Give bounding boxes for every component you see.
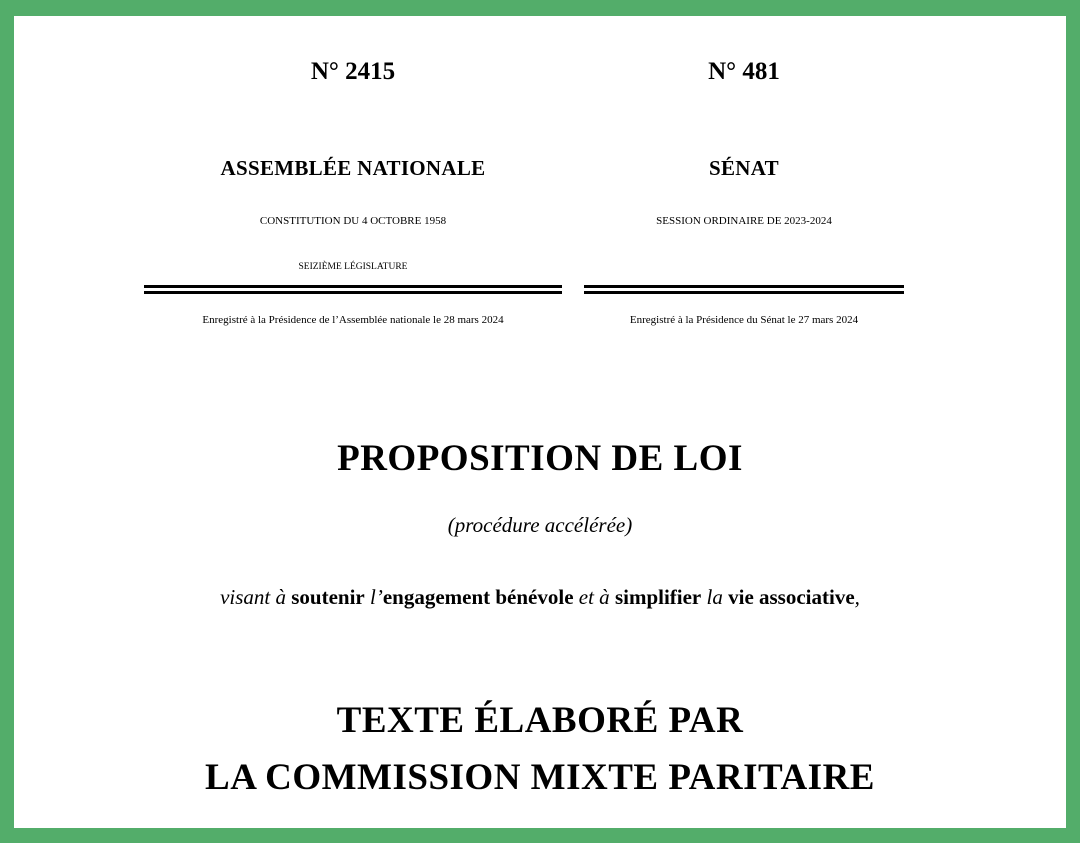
an-constitution-line: CONSTITUTION DU 4 OCTOBRE 1958: [259, 215, 447, 227]
purpose-text: engagement bénévole: [382, 585, 574, 609]
senat-session-line: SESSION ORDINAIRE DE 2023-2024: [656, 215, 832, 227]
document-page: [14, 16, 1066, 828]
an-registration-line: Enregistré à la Présidence de l’Assemblée nationale le 28 mars 2024: [202, 314, 504, 326]
senat-header: [584, 16, 904, 356]
senat-divider-top: [584, 285, 904, 288]
purpose-text: la: [706, 585, 723, 609]
purpose-text: ,: [854, 585, 860, 609]
purpose-text: l’: [369, 585, 383, 609]
an-legislature-line: SEIZIÈME LÉGISLATURE: [298, 262, 408, 272]
cmp-heading-line-1: TEXTE ÉLABORÉ PAR: [336, 700, 744, 741]
an-divider-bottom: [144, 291, 562, 294]
an-document-number: N° 2415: [310, 58, 396, 85]
an-divider-top: [144, 285, 562, 288]
purpose-text: vie associative: [728, 585, 855, 609]
procedure-note: (procédure accélérée): [447, 513, 633, 537]
purpose-text: visant à: [220, 585, 286, 609]
senat-divider-bottom: [584, 291, 904, 294]
purpose-text: simplifier: [614, 585, 702, 609]
an-chamber-title: ASSEMBLÉE NATIONALE: [220, 156, 486, 180]
purpose-line: [14, 585, 1066, 610]
purpose-text: et à: [578, 585, 610, 609]
senat-chamber-title: SÉNAT: [709, 156, 779, 180]
document-title: PROPOSITION DE LOI: [337, 438, 743, 479]
senat-document-number: N° 481: [708, 58, 780, 85]
purpose-text: soutenir: [291, 585, 365, 609]
assemblee-nationale-header: [144, 16, 562, 356]
cmp-heading-line-2: LA COMMISSION MIXTE PARITAIRE: [205, 757, 875, 798]
senat-registration-line: Enregistré à la Présidence du Sénat le 27 mars 2024: [629, 314, 859, 326]
